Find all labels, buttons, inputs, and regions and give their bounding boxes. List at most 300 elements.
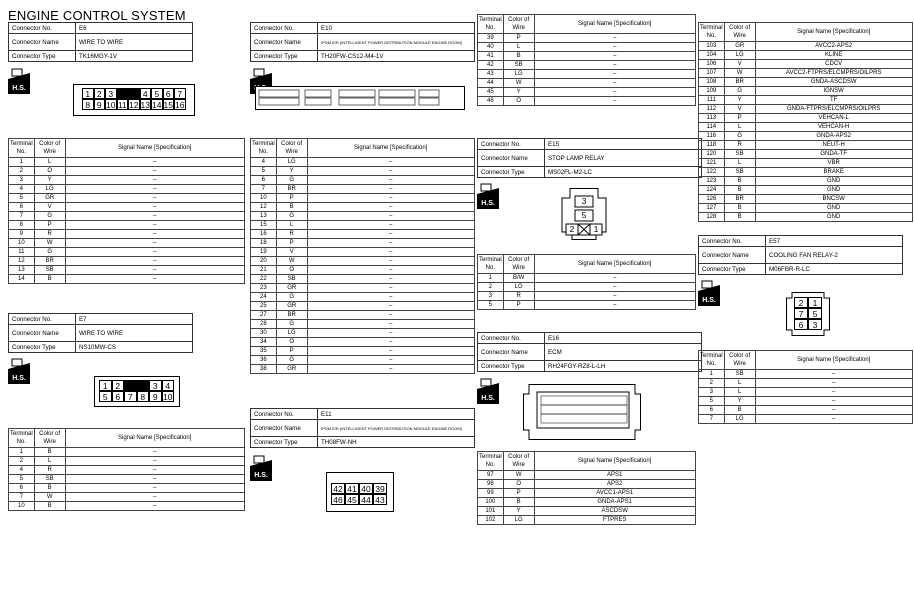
- terminal-no: 121: [699, 159, 725, 168]
- signal-name: –: [307, 158, 474, 167]
- label: Connector Name: [478, 150, 545, 167]
- pin-7: 7: [794, 308, 808, 319]
- table-row: [9, 502, 245, 511]
- connector-name: IPDM E/R (INTELLIGENT POWER DISTRIBUTION MODULE ENGINE ROOM): [318, 34, 475, 51]
- signal-name: –: [534, 79, 695, 88]
- terminal-no: 12: [251, 203, 277, 212]
- label: Connector Name: [251, 420, 318, 437]
- terminal-no: 1: [9, 448, 35, 457]
- terminal-no: 6: [699, 406, 725, 415]
- hs-icon: [8, 358, 30, 384]
- pin-39: 39: [373, 483, 387, 494]
- connector-e16-info: [477, 332, 702, 372]
- pin-44: 44: [359, 494, 373, 505]
- label: Connector Type: [478, 167, 545, 178]
- wire-color: G: [276, 212, 307, 221]
- signal-name: –: [307, 356, 474, 365]
- label: Connector No.: [478, 139, 545, 150]
- table-row: [251, 320, 475, 329]
- signal-name: –: [65, 194, 244, 203]
- signal-name: –: [307, 266, 474, 275]
- table-row: [9, 248, 245, 257]
- table-row: [9, 239, 245, 248]
- table-row: [699, 195, 913, 204]
- table-row: [251, 356, 475, 365]
- table-row: [478, 97, 696, 106]
- connector-e11-face: [326, 472, 394, 512]
- table-row: [478, 88, 696, 97]
- table-row: [478, 79, 696, 88]
- signal-name: TF: [755, 96, 912, 105]
- label: Connector No.: [9, 314, 76, 325]
- connector-name: STOP LAMP RELAY: [545, 150, 702, 167]
- terminal-no: 18: [251, 239, 277, 248]
- wire-color: G: [724, 132, 755, 141]
- table-row: [478, 43, 696, 52]
- wire-color-header: Color of Wire: [276, 139, 307, 158]
- terminal-no: 6: [9, 203, 35, 212]
- terminal-no: 113: [699, 114, 725, 123]
- wire-color: LG: [503, 70, 534, 79]
- label: Connector Name: [9, 325, 76, 342]
- signal-name: –: [307, 221, 474, 230]
- signal-name: GNDA-APS2: [755, 132, 912, 141]
- wire-color: B: [724, 204, 755, 213]
- pin-41: 41: [345, 483, 359, 494]
- pin-1: 1: [82, 88, 94, 99]
- wire-color: L: [724, 388, 755, 397]
- pin-11: 11: [117, 100, 127, 110]
- signal-name: –: [65, 475, 244, 484]
- signal-name: APS1: [534, 471, 695, 480]
- signal-name: –: [755, 388, 912, 397]
- table-row: [478, 61, 696, 70]
- signal-name: –: [755, 370, 912, 379]
- pin-4: 4: [162, 380, 175, 391]
- pin-3: 3: [105, 88, 117, 99]
- pin-8: 8: [82, 99, 94, 110]
- table-row: [478, 489, 696, 498]
- wire-color: B: [503, 498, 534, 507]
- table-row: [478, 34, 696, 43]
- signal-name: GND: [755, 177, 912, 186]
- connector-no: E57: [766, 236, 903, 247]
- connector-name: WIRE TO WIRE: [76, 34, 193, 51]
- signal-name: –: [65, 176, 244, 185]
- terminal-no-header: Terminal No.: [699, 351, 725, 370]
- signal-name: –: [534, 43, 695, 52]
- terminal-no: 41: [478, 52, 504, 61]
- connector-e10-table: [250, 138, 475, 374]
- connector-e10-face: [255, 86, 465, 115]
- connector-e6-table: [8, 138, 245, 284]
- pin-5: 5: [151, 88, 163, 99]
- terminal-no: 128: [699, 213, 725, 222]
- wire-color: W: [34, 493, 65, 502]
- terminal-no: 43: [478, 70, 504, 79]
- label: Connector Type: [478, 361, 545, 372]
- e15-pin-5: 5: [581, 210, 587, 220]
- signal-name: GND: [755, 204, 912, 213]
- terminal-no: 2: [478, 283, 504, 292]
- signal-name: CDCV: [755, 60, 912, 69]
- signal-name: –: [65, 185, 244, 194]
- table-row: [251, 248, 475, 257]
- wire-color: W: [503, 471, 534, 480]
- table-row: [251, 266, 475, 275]
- table-row: [478, 292, 696, 301]
- connector-e11-table: [477, 14, 696, 106]
- e15-pin-1: 1: [593, 224, 599, 234]
- terminal-no: 15: [251, 221, 277, 230]
- label: Connector Type: [699, 264, 766, 275]
- table-row: [478, 52, 696, 61]
- signal-name: APS2: [534, 480, 695, 489]
- label: Connector No.: [9, 23, 76, 34]
- table-row: [9, 230, 245, 239]
- table-row: [699, 168, 913, 177]
- signal-name: GNDA-ASCDSW: [755, 78, 912, 87]
- table-row: [699, 105, 913, 114]
- terminal-no: 16: [251, 230, 277, 239]
- wire-color: L: [503, 43, 534, 52]
- svg-text:H.S.: H.S.: [12, 375, 26, 382]
- table-row: [699, 204, 913, 213]
- connector-name: COOLING FAN RELAY-2: [766, 247, 903, 264]
- terminal-no: 111: [699, 96, 725, 105]
- table-row: [9, 466, 245, 475]
- signal-name: –: [65, 212, 244, 221]
- terminal-no: 109: [699, 87, 725, 96]
- signal-name: –: [534, 292, 695, 301]
- svg-text:H.S.: H.S.: [254, 472, 268, 479]
- signal-name: GNDA-APS1: [534, 498, 695, 507]
- label: Connector No.: [699, 236, 766, 247]
- label: Connector Type: [9, 342, 76, 353]
- terminal-no: 4: [9, 466, 35, 475]
- terminal-no: 3: [478, 292, 504, 301]
- pin-16: 16: [175, 100, 185, 110]
- pin-43: 43: [373, 494, 387, 505]
- terminal-no: 23: [251, 284, 277, 293]
- page-title: ENGINE CONTROL SYSTEM: [8, 8, 186, 23]
- terminal-no: 5: [478, 301, 504, 310]
- terminal-no: 10: [9, 239, 35, 248]
- signal-name: –: [307, 320, 474, 329]
- terminal-no: 45: [478, 88, 504, 97]
- table-row: [478, 471, 696, 480]
- label: Connector Name: [478, 344, 545, 361]
- signal-name: –: [307, 329, 474, 338]
- wire-color: P: [34, 221, 65, 230]
- wire-color: R: [34, 230, 65, 239]
- wire-color: O: [276, 266, 307, 275]
- signal-name: –: [534, 274, 695, 283]
- terminal-no: 46: [478, 97, 504, 106]
- terminal-no: 25: [251, 302, 277, 311]
- terminal-no: 1: [699, 370, 725, 379]
- table-row: [9, 185, 245, 194]
- wire-color: B: [724, 186, 755, 195]
- signal-name: –: [65, 448, 244, 457]
- wire-color: V: [724, 105, 755, 114]
- terminal-no: 118: [699, 141, 725, 150]
- pin-1: 1: [99, 380, 112, 391]
- terminal-no: 5: [9, 194, 35, 203]
- terminal-no: 116: [699, 132, 725, 141]
- signal-name: VBR: [755, 159, 912, 168]
- terminal-no: 13: [9, 266, 35, 275]
- wire-color: P: [724, 114, 755, 123]
- connector-name: WIRE TO WIRE: [76, 325, 193, 342]
- table-row: [251, 293, 475, 302]
- signal-name: –: [755, 397, 912, 406]
- signal-name: –: [65, 502, 244, 511]
- table-row: [9, 158, 245, 167]
- table-row: [251, 338, 475, 347]
- terminal-no: 4: [9, 185, 35, 194]
- wire-color: BR: [276, 185, 307, 194]
- wire-color: SB: [34, 266, 65, 275]
- pin-3: 3: [149, 380, 162, 391]
- connector-name: ECM: [545, 344, 702, 361]
- wire-color: G: [276, 356, 307, 365]
- terminal-no: 13: [251, 212, 277, 221]
- pin-4: 4: [140, 88, 152, 99]
- wire-color: P: [276, 239, 307, 248]
- wire-color-header: Color of Wire: [503, 255, 534, 274]
- terminal-no: 103: [699, 42, 725, 51]
- connector-type: TH20FW-CS12-M4-1V: [318, 51, 475, 62]
- connector-type: NS10MW-CS: [76, 342, 193, 353]
- terminal-no: 5: [251, 167, 277, 176]
- signal-name: –: [65, 493, 244, 502]
- wire-color: B: [34, 448, 65, 457]
- wire-color: G: [276, 176, 307, 185]
- pin-9: 9: [149, 391, 162, 402]
- wire-color-header: Color of Wire: [724, 23, 755, 42]
- terminal-no-header: Terminal No.: [478, 452, 504, 471]
- terminal-no: 122: [699, 168, 725, 177]
- e15-pin-3: 3: [581, 196, 587, 206]
- table-row: [699, 379, 913, 388]
- wire-color: GR: [34, 194, 65, 203]
- terminal-no: 39: [478, 34, 504, 43]
- terminal-no: 6: [251, 176, 277, 185]
- wire-color: SB: [276, 275, 307, 284]
- pin-2: 2: [94, 88, 106, 99]
- terminal-no-header: Terminal No.: [9, 139, 35, 158]
- connector-e6-face: [73, 84, 195, 116]
- hs-icon: [477, 378, 499, 404]
- table-row: [699, 406, 913, 415]
- wire-color: W: [276, 257, 307, 266]
- signal-name: –: [65, 248, 244, 257]
- table-row: [251, 347, 475, 356]
- table-row: [699, 87, 913, 96]
- pin-10: 10: [163, 392, 173, 402]
- signal-name: –: [65, 457, 244, 466]
- signal-name-header: Signal Name [Specification]: [534, 15, 695, 34]
- pin-6: 6: [112, 391, 125, 402]
- signal-name: –: [307, 293, 474, 302]
- signal-name-header: Signal Name [Specification]: [534, 452, 695, 471]
- wire-color-header: Color of Wire: [503, 452, 534, 471]
- signal-name: –: [65, 466, 244, 475]
- signal-name: –: [65, 158, 244, 167]
- signal-name: –: [307, 167, 474, 176]
- table-row: [251, 194, 475, 203]
- pin-14: 14: [152, 100, 162, 110]
- signal-name: –: [307, 239, 474, 248]
- table-row: [9, 475, 245, 484]
- label: Connector Name: [251, 34, 318, 51]
- signal-name: ASCDSW: [534, 507, 695, 516]
- wire-color: P: [276, 194, 307, 203]
- table-row: [251, 302, 475, 311]
- wire-color: O: [503, 97, 534, 106]
- pin-46: 46: [331, 494, 345, 505]
- wire-color: L: [724, 159, 755, 168]
- connector-e15-info: [477, 138, 702, 178]
- wire-color: B: [724, 406, 755, 415]
- wire-color: L: [724, 379, 755, 388]
- wire-color: B: [34, 275, 65, 284]
- wire-color: G: [34, 212, 65, 221]
- pin-40: 40: [359, 483, 373, 494]
- wire-color: P: [503, 489, 534, 498]
- terminal-no: 97: [478, 471, 504, 480]
- connector-no: E7: [76, 314, 193, 325]
- terminal-no: 126: [699, 195, 725, 204]
- wire-color: LG: [276, 329, 307, 338]
- signal-name: –: [65, 230, 244, 239]
- table-row: [9, 167, 245, 176]
- wire-color: V: [276, 248, 307, 257]
- terminal-no: 106: [699, 60, 725, 69]
- wire-color: LG: [724, 415, 755, 424]
- signal-name-header: Signal Name [Specification]: [755, 351, 912, 370]
- terminal-no: 100: [478, 498, 504, 507]
- wire-color: L: [276, 221, 307, 230]
- connector-type: M06FBR-R-LC: [766, 264, 903, 275]
- svg-text:H.S.: H.S.: [481, 200, 495, 207]
- pin-13: 13: [140, 100, 150, 110]
- table-row: [699, 141, 913, 150]
- table-row: [251, 158, 475, 167]
- signal-name: –: [534, 70, 695, 79]
- wire-color: W: [724, 69, 755, 78]
- table-row: [251, 311, 475, 320]
- signal-name: IGNSW: [755, 87, 912, 96]
- terminal-no: 1: [9, 158, 35, 167]
- terminal-no: 124: [699, 186, 725, 195]
- signal-name: –: [534, 52, 695, 61]
- connector-e16-table-b: [698, 22, 913, 222]
- label: Connector No.: [478, 333, 545, 344]
- wire-color-header: Color of Wire: [503, 15, 534, 34]
- signal-name: –: [65, 239, 244, 248]
- wire-color: O: [276, 338, 307, 347]
- table-row: [699, 397, 913, 406]
- wire-color: Y: [503, 507, 534, 516]
- connector-e57-table: [698, 350, 913, 424]
- terminal-no: 102: [478, 516, 504, 525]
- signal-name: FTPRES: [534, 516, 695, 525]
- table-row: [478, 480, 696, 489]
- wire-color: R: [34, 466, 65, 475]
- wire-color: R: [503, 292, 534, 301]
- terminal-no: 112: [699, 105, 725, 114]
- table-row: [9, 275, 245, 284]
- signal-name: –: [307, 311, 474, 320]
- wire-color: G: [276, 293, 307, 302]
- terminal-no: 8: [9, 221, 35, 230]
- signal-name: –: [307, 347, 474, 356]
- table-row: [251, 203, 475, 212]
- signal-name: –: [65, 167, 244, 176]
- signal-name: –: [307, 365, 474, 374]
- table-row: [9, 221, 245, 230]
- signal-name: VEHCAN-H: [755, 123, 912, 132]
- table-row: [251, 212, 475, 221]
- signal-name: –: [307, 275, 474, 284]
- terminal-no: 30: [251, 329, 277, 338]
- svg-text:H.S.: H.S.: [481, 395, 495, 402]
- connector-e7-face: [94, 376, 180, 407]
- wire-color: SB: [724, 370, 755, 379]
- connector-no: E10: [318, 23, 475, 34]
- table-row: [699, 60, 913, 69]
- terminal-no: 7: [9, 212, 35, 221]
- pin-5: 5: [99, 391, 112, 402]
- table-row: [9, 448, 245, 457]
- terminal-no: 114: [699, 123, 725, 132]
- connector-no: E6: [76, 23, 193, 34]
- terminal-no: 10: [9, 502, 35, 511]
- signal-name: NEUT-H: [755, 141, 912, 150]
- pin-9: 9: [94, 99, 106, 110]
- label: Connector Type: [251, 437, 318, 448]
- wire-color: R: [276, 230, 307, 239]
- connector-e7-table: [8, 428, 245, 511]
- table-row: [9, 257, 245, 266]
- signal-name: –: [534, 61, 695, 70]
- signal-name: –: [307, 176, 474, 185]
- table-row: [9, 194, 245, 203]
- wire-color: G: [724, 87, 755, 96]
- wire-color: P: [503, 34, 534, 43]
- hs-icon: [250, 455, 272, 481]
- terminal-no: 11: [9, 248, 35, 257]
- signal-name: –: [65, 203, 244, 212]
- signal-name-header: Signal Name [Specification]: [755, 23, 912, 42]
- table-row: [251, 185, 475, 194]
- pin-2: 2: [112, 380, 125, 391]
- terminal-no: 42: [478, 61, 504, 70]
- terminal-no: 101: [478, 507, 504, 516]
- signal-name: GND: [755, 186, 912, 195]
- wire-color: SB: [724, 150, 755, 159]
- wire-color: B: [503, 52, 534, 61]
- signal-name-header: Signal Name [Specification]: [534, 255, 695, 274]
- wire-color: G: [34, 248, 65, 257]
- signal-name: –: [65, 275, 244, 284]
- signal-name-header: Signal Name [Specification]: [65, 139, 244, 158]
- signal-name: –: [65, 257, 244, 266]
- table-row: [251, 221, 475, 230]
- table-row: [478, 516, 696, 525]
